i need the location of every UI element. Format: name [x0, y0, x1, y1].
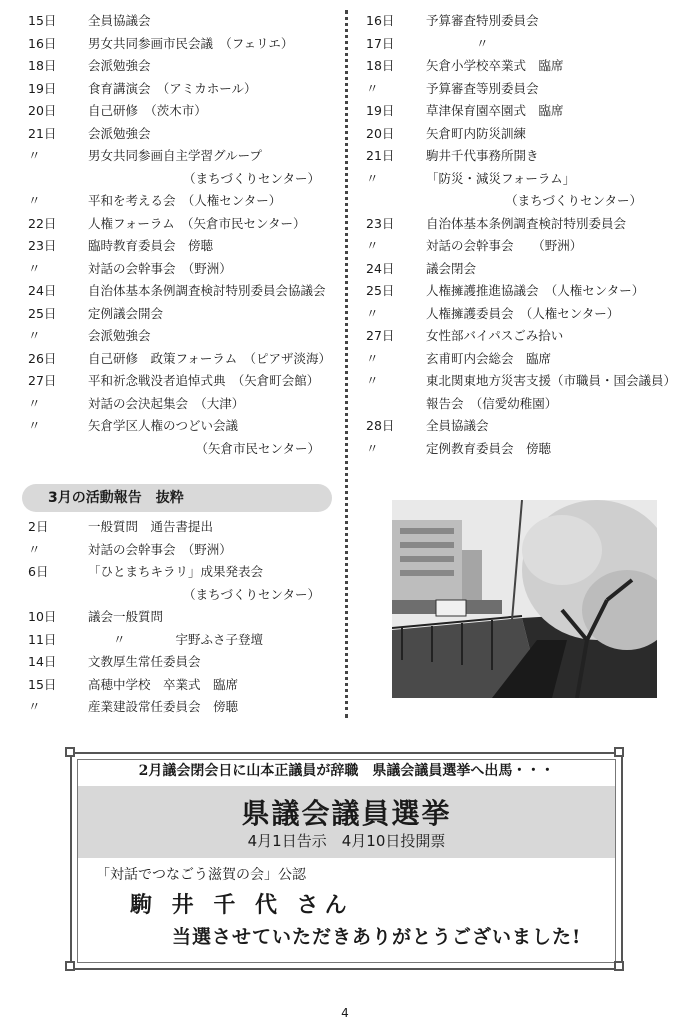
schedule-row — [360, 258, 670, 281]
schedule-row — [22, 55, 340, 78]
schedule-event: 草津保育園卒園式 臨席 — [426, 103, 564, 118]
schedule-date: 2日 — [28, 519, 49, 534]
schedule-row — [22, 438, 340, 461]
schedule-event: 食育講演会 （アミカホール） — [88, 80, 257, 96]
schedule-date: 〃 — [366, 440, 379, 456]
schedule-date: 23日 — [28, 238, 57, 253]
schedule-row — [360, 393, 670, 416]
schedule-row — [22, 516, 340, 539]
schedule-event: 平和祈念戦没者追悼式典 （矢倉町会館） — [88, 373, 320, 388]
schedule-event: 自己研修 （茨木市） — [88, 103, 207, 118]
schedule-date: 28日 — [366, 418, 395, 433]
schedule-date: 20日 — [28, 103, 57, 118]
schedule-date: 10日 — [28, 609, 57, 624]
notice-corner-ornament — [614, 961, 624, 971]
schedule-date: 22日 — [28, 215, 57, 231]
right-schedule — [360, 10, 677, 460]
schedule-date: 〃 — [28, 418, 41, 433]
schedule-row — [22, 651, 340, 674]
schedule-event: 人権フォーラム （矢倉市民センター） — [88, 215, 306, 231]
schedule-event: 自治体基本条例調査検討特別委員会 — [426, 215, 627, 231]
schedule-row — [22, 168, 340, 191]
schedule-event: 男女共同参画市民会議 （フェリエ） — [88, 35, 294, 51]
schedule-event: 矢倉小学校卒業式 臨席 — [426, 58, 564, 73]
schedule-event: 産業建設常任委員会 傍聴 — [88, 699, 239, 714]
schedule-event: 定例議会開会 — [88, 305, 164, 321]
notice-candidate-name: 駒 井 千 代 さん — [130, 892, 353, 918]
election-notice — [70, 752, 623, 970]
schedule-event: 「防災・減災フォーラム」 — [426, 170, 576, 186]
schedule-venue: （矢倉市民センター） — [195, 440, 320, 456]
schedule-date: 19日 — [366, 103, 395, 118]
schedule-date: 〃 — [366, 305, 379, 321]
schedule-row — [360, 55, 670, 78]
schedule-event: 議会一般質問 — [88, 609, 164, 624]
schedule-event: 対話の会幹事会 （野洲） — [426, 238, 583, 253]
schedule-date: 14日 — [28, 654, 57, 669]
notice-corner-ornament — [614, 747, 624, 757]
schedule-event: 文教厚生常任委員会 — [88, 654, 201, 669]
schedule-date: 16日 — [28, 35, 57, 51]
schedule-date: 〃 — [366, 238, 379, 253]
schedule-row — [360, 78, 670, 101]
schedule-event: 〃 — [426, 35, 489, 51]
schedule-row — [360, 168, 670, 191]
schedule-event: 議会閉会 — [426, 260, 477, 276]
schedule-row — [22, 213, 340, 236]
schedule-event: 全員協議会 — [426, 418, 489, 433]
schedule-venue: （まちづくりセンター） — [183, 170, 320, 186]
column-divider — [345, 10, 348, 718]
schedule-row — [360, 348, 670, 371]
schedule-date: 〃 — [28, 260, 41, 276]
notice-title-band — [78, 786, 615, 858]
schedule-row — [22, 606, 340, 629]
schedule-date: 19日 — [28, 80, 57, 96]
schedule-event: 対話の会幹事会 （野洲） — [88, 260, 232, 276]
schedule-row — [360, 325, 670, 348]
schedule-row — [22, 100, 340, 123]
cherry-blossom-photo — [392, 500, 657, 698]
schedule-event: 会派勉強会 — [88, 58, 151, 73]
schedule-date: 〃 — [28, 328, 41, 343]
schedule-date: 〃 — [28, 699, 41, 714]
schedule-row — [22, 280, 340, 303]
notice-corner-ornament — [65, 961, 75, 971]
report-list — [22, 516, 340, 719]
schedule-event: 平和を考える会 （人権センター） — [88, 193, 282, 208]
schedule-event: 臨時教育委員会 傍聴 — [88, 238, 214, 253]
schedule-row — [22, 325, 340, 348]
notice-top-line: 2月議会閉会日に山本正議員が辞職 県議会議員選挙へ出馬・・・ — [138, 763, 555, 779]
schedule-row — [22, 10, 340, 33]
schedule-row — [22, 370, 340, 393]
schedule-date: 25日 — [366, 283, 395, 298]
schedule-date: 11日 — [28, 631, 57, 647]
schedule-row — [360, 280, 670, 303]
schedule-date: 16日 — [366, 13, 395, 28]
schedule-row — [22, 78, 340, 101]
schedule-row — [360, 303, 670, 326]
schedule-event: 自己研修 政策フォーラム （ピアザ淡海） — [88, 350, 332, 366]
schedule-row — [360, 213, 670, 236]
schedule-date: 20日 — [366, 125, 395, 141]
schedule-date: 24日 — [28, 283, 57, 298]
schedule-row — [360, 10, 670, 33]
schedule-row — [22, 190, 340, 213]
schedule-row — [360, 33, 670, 56]
schedule-row — [22, 348, 340, 371]
schedule-date: 〃 — [366, 350, 379, 366]
schedule-date: 15日 — [28, 13, 57, 28]
schedule-row — [360, 235, 670, 258]
schedule-date: 〃 — [28, 193, 41, 208]
schedule-event: 会派勉強会 — [88, 328, 151, 343]
schedule-row — [360, 100, 670, 123]
schedule-event: 男女共同参画自主学習グループ — [88, 148, 263, 163]
schedule-venue: （まちづくりセンター） — [183, 586, 320, 602]
schedule-event: 〃 宇野ふさ子登壇 — [88, 631, 264, 647]
schedule-event: 対話の会決起集会 （大津） — [88, 395, 245, 411]
schedule-date: 26日 — [28, 350, 57, 366]
schedule-row — [360, 190, 670, 213]
left-schedule — [22, 10, 340, 460]
schedule-event: 一般質問 通告書提出 — [88, 519, 214, 534]
schedule-event: 「ひとまちキラリ」成果発表会 — [88, 564, 264, 579]
schedule-row — [22, 258, 340, 281]
schedule-row — [22, 696, 340, 719]
schedule-event: 矢倉学区人権のつどい会議 — [88, 418, 239, 433]
schedule-event: 駒井千代事務所開き — [426, 148, 539, 163]
notice-corner-ornament — [65, 747, 75, 757]
schedule-event: 玄甫町内会総会 臨席 — [426, 350, 552, 366]
notice-dates: 4月1日告示 4月10日投開票 — [247, 832, 446, 850]
schedule-date: 〃 — [366, 80, 379, 96]
schedule-row — [22, 303, 340, 326]
schedule-date: 15日 — [28, 676, 57, 692]
schedule-row — [360, 123, 670, 146]
schedule-date: 18日 — [28, 58, 57, 73]
schedule-event: 自治体基本条例調査検討特別委員会協議会 — [88, 283, 326, 298]
schedule-date: 〃 — [28, 395, 41, 411]
schedule-date: 21日 — [28, 125, 57, 141]
page-number: 4 — [341, 1006, 349, 1020]
schedule-row — [22, 235, 340, 258]
schedule-date: 24日 — [366, 260, 395, 276]
schedule-event: 報告会 （信愛幼稚園） — [426, 395, 558, 411]
schedule-date: 〃 — [28, 148, 41, 163]
schedule-row — [22, 629, 340, 652]
schedule-event: 東北関東地方災害支援（市職員・国会議員） — [426, 373, 677, 388]
schedule-date: 〃 — [28, 541, 41, 557]
schedule-date: 〃 — [366, 373, 379, 388]
notice-title: 県議会議員選挙 — [241, 797, 452, 830]
notice-thanks: 当選させていただきありがとうございました! — [172, 926, 582, 948]
schedule-event: 予算審査特別委員会 — [426, 13, 539, 28]
schedule-row — [360, 415, 670, 438]
schedule-event: 矢倉町内防災訓練 — [426, 125, 527, 141]
schedule-venue: （まちづくりセンター） — [505, 193, 642, 208]
schedule-event: 高穂中学校 卒業式 臨席 — [88, 676, 239, 692]
schedule-row — [22, 584, 340, 607]
schedule-event: 人権擁護委員会 （人権センター） — [426, 305, 620, 321]
schedule-event: 会派勉強会 — [88, 125, 151, 141]
schedule-date: 27日 — [28, 373, 57, 388]
schedule-date: 25日 — [28, 305, 57, 321]
schedule-event: 定例教育委員会 傍聴 — [426, 440, 552, 456]
schedule-row — [22, 33, 340, 56]
schedule-row — [22, 145, 340, 168]
schedule-row — [22, 674, 340, 697]
schedule-event: 対話の会幹事会 （野洲） — [88, 541, 232, 557]
report-heading: 3月の活動報告 抜粋 — [22, 484, 332, 512]
schedule-event: 予算審査等別委員会 — [426, 80, 539, 96]
schedule-date: 21日 — [366, 148, 395, 163]
schedule-date: 23日 — [366, 215, 395, 231]
schedule-date: 6日 — [28, 564, 49, 579]
schedule-row — [22, 539, 340, 562]
schedule-event: 全員協議会 — [88, 13, 151, 28]
schedule-row — [22, 561, 340, 584]
schedule-row — [22, 393, 340, 416]
notice-organization: 「対話でつなごう滋賀の会」公認 — [96, 867, 306, 883]
schedule-date: 〃 — [366, 170, 379, 186]
schedule-event: 女性部バイパスごみ拾い — [426, 328, 564, 343]
schedule-date: 18日 — [366, 58, 395, 73]
schedule-date: 27日 — [366, 328, 395, 343]
schedule-row — [22, 415, 340, 438]
schedule-row — [22, 123, 340, 146]
schedule-row — [360, 438, 670, 461]
schedule-event: 人権擁護推進協議会 （人権センター） — [426, 283, 645, 298]
schedule-date: 17日 — [366, 35, 395, 51]
schedule-row — [360, 370, 677, 393]
schedule-row — [360, 145, 670, 168]
